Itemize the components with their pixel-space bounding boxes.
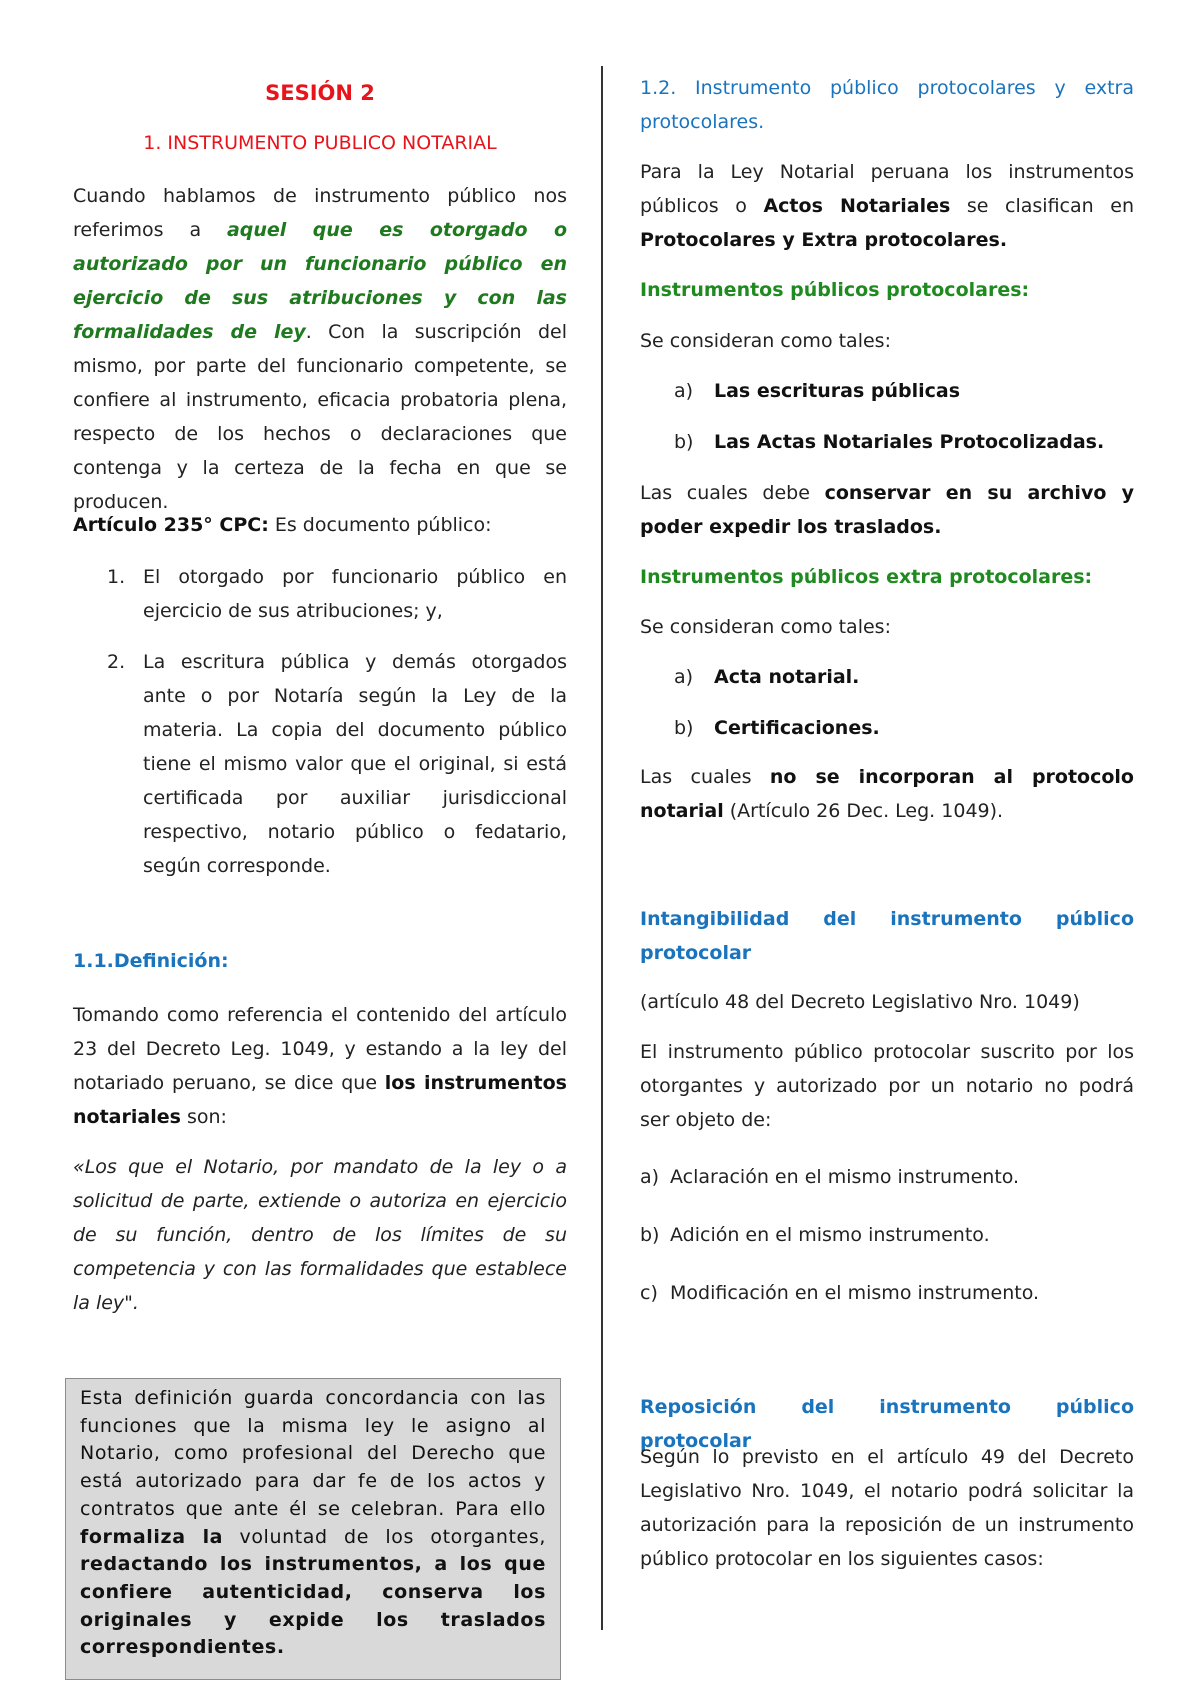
- protocolares-note: Las cuales debe conservar en su archivo y poder expedir los traslados.: [640, 482, 1134, 538]
- extra-lead: Se consideran como tales:: [640, 616, 891, 638]
- extra-heading: Instrumentos públicos extra protocolares:: [640, 566, 1093, 588]
- intangibilidad-reference: (artículo 48 del Decreto Legislativo Nro. 1049): [640, 991, 1080, 1013]
- intangibilidad-item-a: a) Aclaración en el mismo instrumento.: [640, 1166, 1020, 1188]
- intro-highlight: aquel que es otorgado o autorizado por un funcionario público en ejercicio de sus atribuciones y con las formalidades de ley: [73, 219, 567, 343]
- article-item-2: 2. La escritura pública y demás otorgados ante o por Notaría según la Ley de la materia. La copia del documento público tiene el mismo valor que el original, si está certificada por auxiliar jurisdiccional respectivo, notario público o fedatario, según corresponde.: [107, 651, 567, 877]
- column-divider: [601, 66, 603, 1630]
- protocolares-lead: Se consideran como tales:: [640, 330, 891, 352]
- article-line: Artículo 235° CPC: Es documento público:: [73, 514, 492, 536]
- definition-paragraph: Tomando como referencia el contenido del artículo 23 del Decreto Leg. 1049, y estando a la ley del notariado peruano, se dice que los instrumentos notariales son:: [73, 1004, 567, 1128]
- extra-item-b: b) Certificaciones.: [674, 717, 880, 739]
- definition-quote: «Los que el Notario, por mandato de la ley o a solicitud de parte, extiende o autoriza en ejercicio de su función, dentro de los límites de su competencia y con las formalidades que establece la ley".: [73, 1156, 567, 1314]
- reposicion-heading: Reposición del instrumento público protocolar: [640, 1396, 1134, 1452]
- intangibilidad-item-c: c) Modificación en el mismo instrumento.: [640, 1282, 1040, 1304]
- definition-bold: los instrumentos notariales: [73, 1072, 567, 1128]
- extra-item-a: a) Acta notarial.: [674, 666, 860, 688]
- reposicion-text: Según lo previsto en el artículo 49 del Decreto Legislativo Nro. 1049, el notario podrá solicitar la autorización para la reposición de un instrumento público protocolar en los siguientes casos:: [640, 1446, 1134, 1570]
- intro-paragraph: Cuando hablamos de instrumento público nos referimos a aquel que es otorgado o autorizado por un funcionario público en ejercicio de sus atribuciones y con las formalidades de ley. Con la suscripción del mismo, por parte del funcionario competente, se confiere al instrumento, eficacia probatoria plena, respecto de los hechos o declaraciones que contenga y la certeza de la fecha en que se producen.: [73, 185, 567, 513]
- intangibilidad-text: El instrumento público protocolar suscrito por los otorgantes y autorizado por un notario no podrá ser objeto de:: [640, 1041, 1134, 1131]
- protocolares-heading: Instrumentos públicos protocolares:: [640, 279, 1030, 301]
- protocolares-item-b: b) Las Actas Notariales Protocolizadas.: [674, 431, 1105, 453]
- session-title: SESIÓN 2: [265, 81, 375, 105]
- protocolares-item-a: a) Las escrituras públicas: [674, 380, 961, 402]
- note-box: Esta definición guarda concordancia con las funciones que la misma ley le asigno al Notario, como profesional del Derecho que está autorizado para dar fe de los actos y contratos que ante él se celebran. Para ello formaliza la voluntad de los otorgantes, redactando los instrumentos, a los que confiere autenticidad, conserva los originales y expide los traslados correspondientes.: [65, 1378, 561, 1680]
- article-item-1: 1. El otorgado por funcionario público en ejercicio de sus atribuciones; y,: [107, 566, 567, 622]
- right-intro-paragraph: Para la Ley Notarial peruana los instrumentos públicos o Actos Notariales se clasifican en Protocolares y Extra protocolares.: [640, 161, 1134, 251]
- heading-1-2: 1.2. Instrumento público protocolares y extra protocolares.: [640, 77, 1134, 133]
- intangibilidad-item-b: b) Adición en el mismo instrumento.: [640, 1224, 990, 1246]
- article-label: Artículo 235° CPC:: [73, 514, 269, 536]
- intangibilidad-heading: Intangibilidad del instrumento público protocolar: [640, 908, 1134, 964]
- definition-heading: 1.1.Definición:: [73, 950, 229, 972]
- section-title: 1. INSTRUMENTO PUBLICO NOTARIAL: [143, 132, 497, 154]
- extra-note: Las cuales no se incorporan al protocolo notarial (Artículo 26 Dec. Leg. 1049).: [640, 766, 1134, 822]
